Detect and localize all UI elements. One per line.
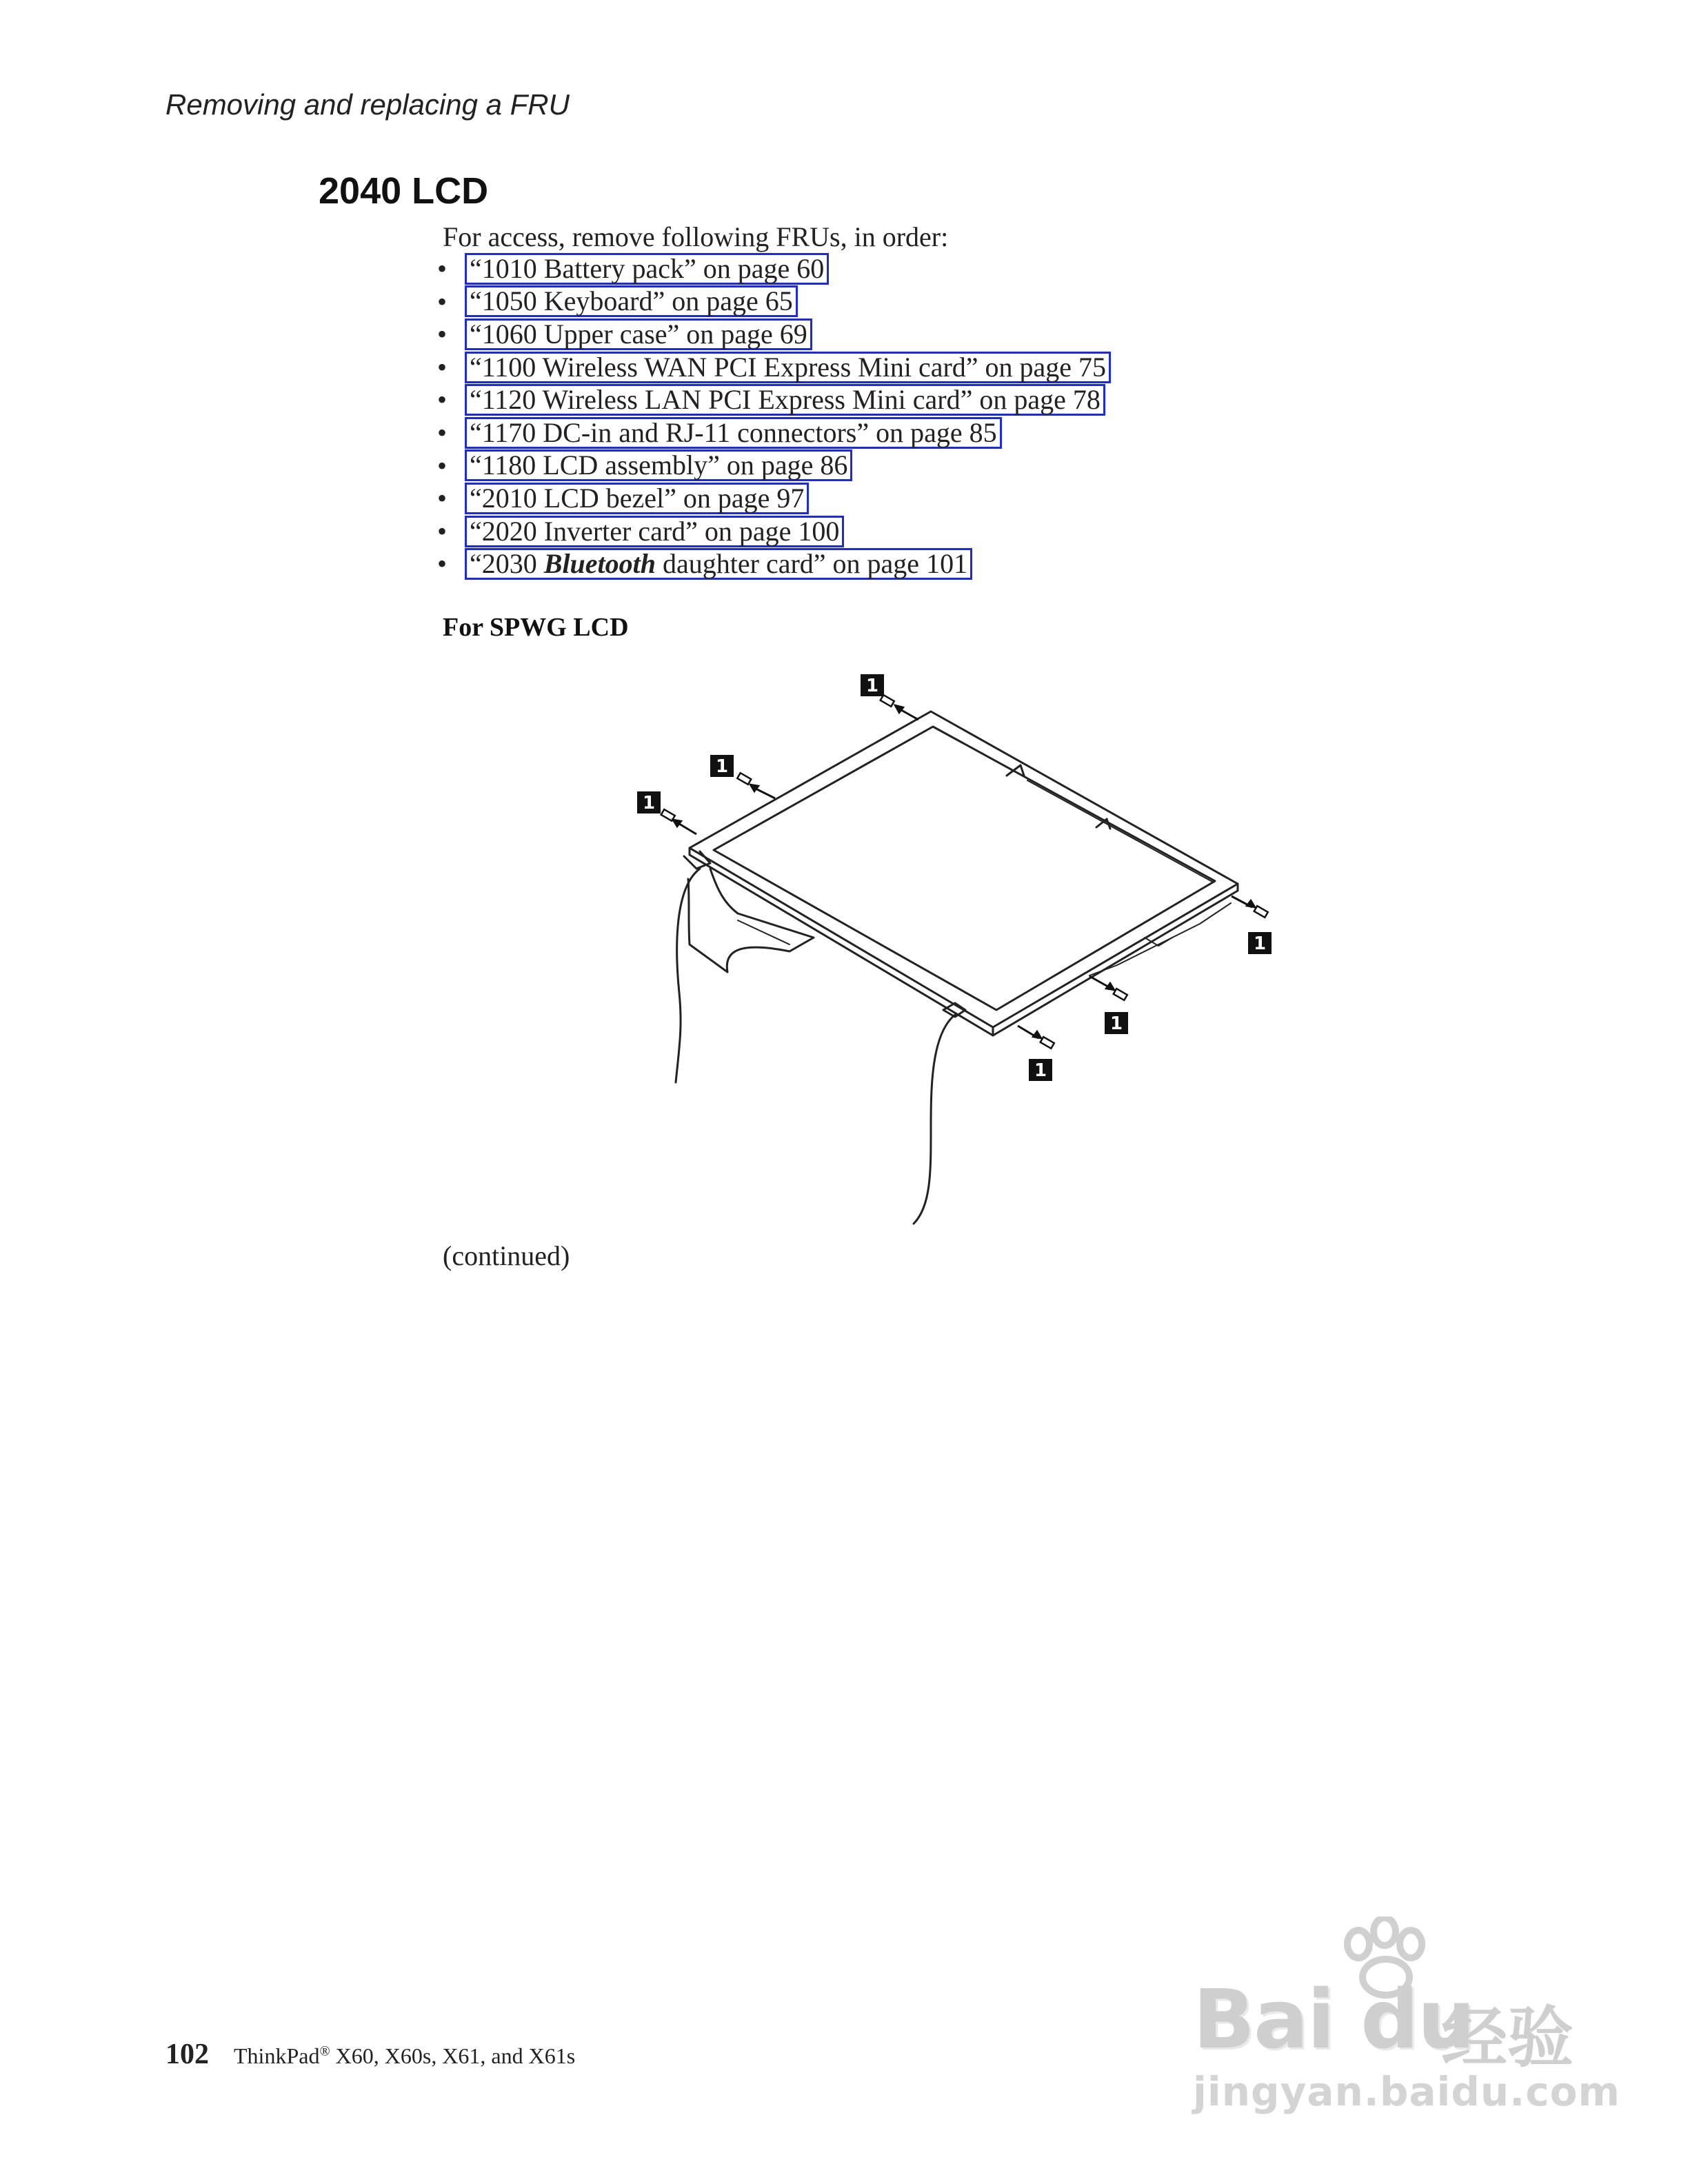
list-item [434,482,1111,515]
fru-link-text: “1170 DC-in and RJ-11 connectors” on page 85 [470,416,997,448]
running-head: Removing and replacing a FRU [165,88,570,121]
lcd-removal-diagram [607,662,1310,1241]
bullet: • [437,449,448,481]
page-footer [165,2038,575,2071]
screw-right [1232,896,1268,918]
callout-label: 1 [1253,933,1267,954]
list-item [434,515,1111,548]
list-item [434,351,1111,384]
fru-link-text: “1180 LCD assembly” on page 86 [470,449,848,481]
callout-label: 1 [715,756,729,777]
fru-link-inverter-card[interactable] [465,516,844,547]
callout-label: 1 [1034,1060,1047,1081]
fru-link-upper-case[interactable] [465,318,812,350]
screw-bottom-right [1089,976,1127,1000]
lcd-frame-outer [690,711,1238,1027]
baidu-watermark [1172,1917,1620,2116]
callout-bottom-right [1105,1012,1128,1034]
bullet: • [437,515,448,547]
fru-link-lcd-assembly[interactable] [465,449,852,481]
section-title: 2040 LCD [319,170,489,212]
callout-top [861,674,884,696]
fru-link-text-post: daughter card” on page 101 [656,548,968,580]
list-item [434,383,1111,416]
figure-caption: For SPWG LCD [443,613,629,642]
watermark-brand: Bai du [1193,1972,1474,2067]
fru-link-bluetooth-card[interactable] [465,548,972,580]
fru-link-text: “1100 Wireless WAN PCI Express Mini card” on page 75 [470,351,1107,383]
bullet: • [437,384,448,416]
list-item [434,318,1111,351]
fru-link-text: “2010 LCD bezel” on page 97 [470,482,805,514]
fru-link-keyboard[interactable] [465,285,798,317]
lcd-screen [714,727,1215,1010]
list-item [434,449,1111,483]
fru-link-text: “1010 Battery pack” on page 60 [470,252,825,284]
intro-text: For access, remove following FRUs, in order: [443,221,949,252]
bullet: • [437,548,448,580]
registered-mark: ® [319,2043,330,2059]
callout-left [637,791,661,813]
product-name: ThinkPad [234,2043,320,2068]
callout-label: 1 [642,793,656,813]
fru-link-wireless-wan[interactable] [465,352,1111,383]
fru-link-text: “1120 Wireless LAN PCI Express Mini card” on page 78 [470,384,1101,416]
lcd-frame-edge-front [690,848,1238,1035]
fru-list [434,252,1111,580]
bullet: • [437,351,448,383]
list-item [434,285,1111,318]
watermark-brand-cn: 经验 [1441,1999,1574,2076]
model-list: X60, X60s, X61, and X61s [330,2043,576,2068]
callout-right [1248,932,1272,954]
fru-link-wireless-lan[interactable] [465,384,1105,416]
screw-top [881,695,918,720]
screw-bottom [1018,1026,1054,1049]
screw-upper-left [737,773,775,798]
page-number: 102 [165,2039,209,2070]
callout-label: 1 [1109,1013,1123,1034]
cable-right [914,1015,955,1224]
screw-left [661,809,696,834]
fru-link-text-emphasis: Bluetooth [543,548,656,580]
fru-link-text-pre: “2030 [470,548,544,580]
fru-link-dc-in-rj11[interactable] [465,417,1002,449]
fru-link-text: “1060 Upper case” on page 69 [470,318,807,350]
fru-link-battery-pack[interactable] [465,253,829,285]
bullet: • [437,483,448,514]
fru-link-lcd-bezel[interactable] [465,483,809,514]
callout-bottom [1029,1059,1052,1081]
watermark-url: jingyan.baidu.com [1193,2068,1620,2115]
fru-link-text: “1050 Keyboard” on page 65 [470,285,793,317]
list-item [434,416,1111,449]
callout-label: 1 [865,676,879,696]
bullet: • [437,416,448,448]
fru-link-text: “2020 Inverter card” on page 100 [470,515,840,547]
bullet: • [437,318,448,350]
footer-title [234,2043,575,2069]
list-item [434,252,1111,285]
callout-upper-left [710,755,734,777]
continued-note: (continued) [443,1240,570,1271]
bullet: • [437,253,448,284]
callout-group [637,674,1272,1081]
bullet: • [437,285,448,317]
list-item [434,547,1111,580]
